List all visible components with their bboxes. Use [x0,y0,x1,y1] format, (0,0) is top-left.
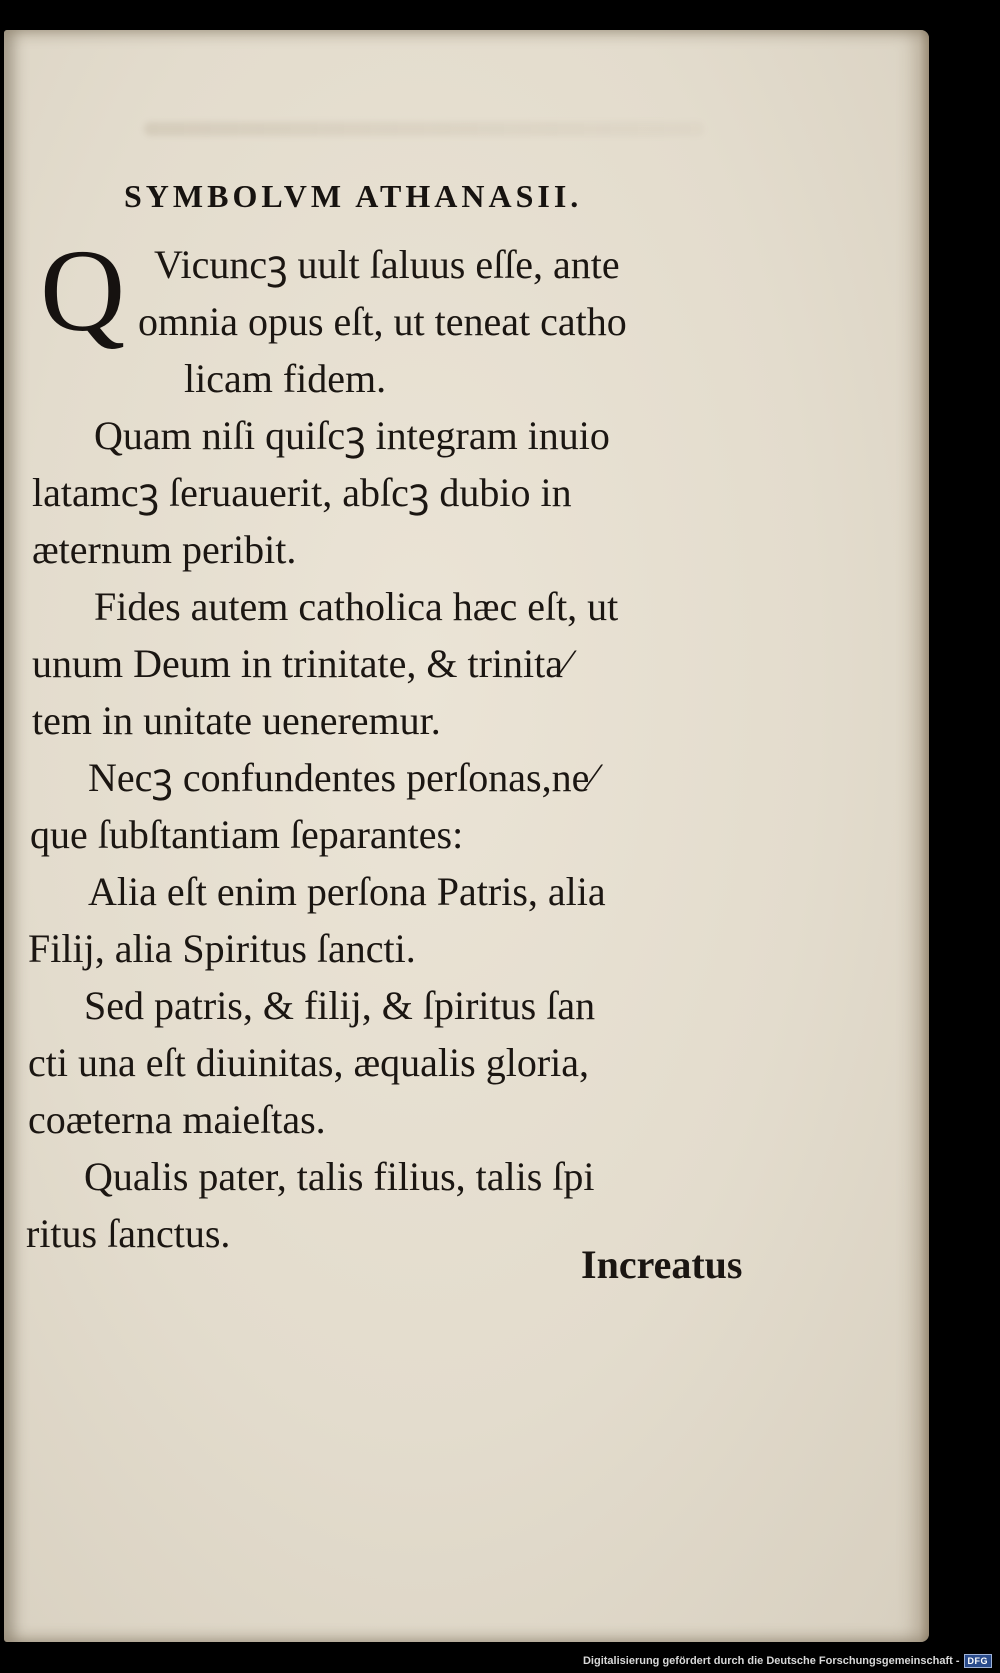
page-edge-shadow [919,30,929,1642]
paragraph-line: que ſubſtantiam ſeparantes: [30,812,464,857]
paragraph-line: tem in unitate ueneremur. [32,698,441,743]
paragraph-line: ritus ſanctus. [26,1211,231,1256]
paragraph-line: æternum peribit. [32,527,297,572]
running-head: SYMBOLVM ATHANASII. [124,178,583,214]
show-through-text [144,122,704,136]
credit-text: Digitalisierung gefördert durch die Deutsche Forschungsgemeinschaft - [582,1655,960,1667]
catchword: Increatus [581,1242,743,1287]
paragraph-line: Qualis pater, talis filius, talis ſpi [84,1154,595,1199]
paragraph-line: cti una eſt diuinitas, æqualis gloria, [28,1040,590,1085]
paragraph-line: Quam niſi quiſcꝫ integram inuio [94,413,610,458]
paragraph-line: latamcꝫ ſeruauerit, abſcꝫ dubio in [32,470,572,515]
paragraph-3 [26,578,618,749]
paragraph-line: Fides autem catholica hæc eſt, ut [94,584,619,629]
drop-cap: Q [40,225,126,356]
paragraph-1-line-1: Vicuncꝫ uult ſaluus eſſe, ante [154,242,620,287]
paragraph-1-line-2: omnia opus eſt, ut teneat catho [138,299,627,344]
digitization-credit [583,1654,992,1668]
paragraph-line: unum Deum in trinitate, & trinita⁄ [32,641,570,686]
paragraph-2 [26,407,610,578]
paragraph-7 [26,1148,595,1262]
dfg-logo: DFG [964,1654,993,1668]
paragraph-1 [26,225,746,426]
book-page [4,30,929,1642]
paragraph-line: Sed patris, & filij, & ſpiritus ſan [84,983,596,1028]
paragraph-line: Alia eſt enim perſona Patris, alia [88,869,606,914]
paragraph-line: coæterna maieſtas. [28,1097,326,1142]
paragraph-6 [26,977,595,1148]
paragraph-line: Necꝫ confundentes perſonas,ne⁄ [88,755,597,800]
paragraph-4 [26,749,596,863]
paragraph-line: Filij, alia Spiritus ſancti. [28,926,416,971]
paragraph-5 [26,863,606,977]
paragraph-1-line-3: licam fidem. [184,356,387,401]
